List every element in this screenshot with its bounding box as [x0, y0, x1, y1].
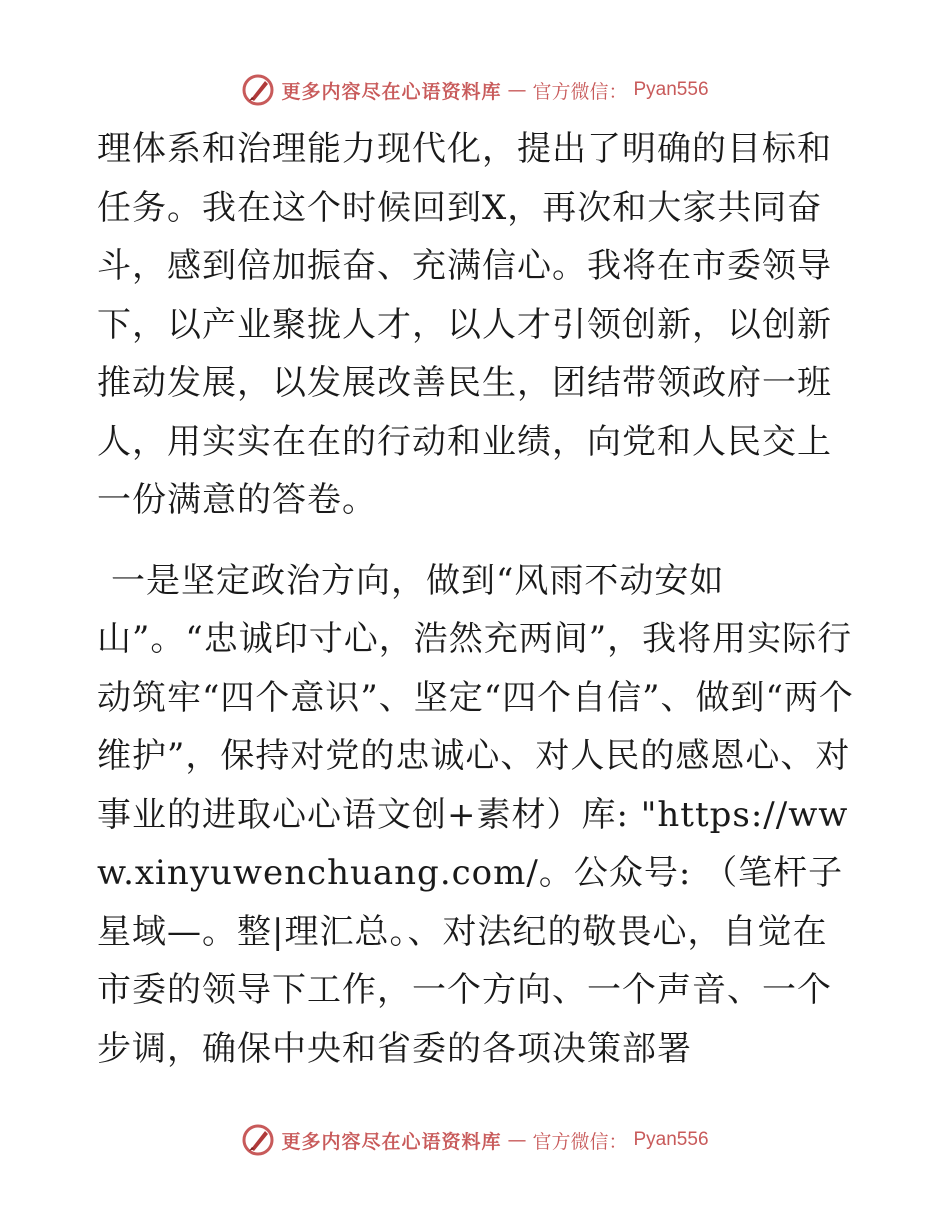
watermark-separator: —: [507, 1129, 527, 1151]
watermark-text: 更多内容尽在心语资料库: [281, 80, 502, 103]
paragraph: 理体系和治理能力现代化，提出了明确的目标和任务。我在这个时候回到X，再次和大家共同奋斗，感到倍加振奋、充满信心。我将在市委领导下，以产业聚拢人才，以人才引领创新，以创新推动发展，以发展改善民生，团结带领政府一班人，用实实在在的行动和业绩，向党和人民交上一份满意的答卷。: [97, 129, 832, 520]
watermark-label: 官方微信：: [532, 80, 628, 103]
footer-watermark: [0, 1120, 950, 1160]
header-watermark: [0, 70, 950, 110]
paragraph: 一是坚定政治方向，做到“风雨不动安如山”。“忠诚印寸心，浩然充两间”，我将用实际行动筑牢“四个意识”、坚定“四个自信”、做到“两个维护”，保持对党的忠诚心、对人民的感恩心、对事业的进取心心语文创+素材）库: "https://www.xinyuwenchuang.com/。公众号: （笔杆子星域—。整|理汇总。、对法纪的敬畏心，自觉在市委的领导下工作，一个方向、一个声音、一个步调，确保中央和省委的各项决策部署: [97, 560, 854, 1069]
quill-pen-logo-icon: [241, 73, 275, 107]
quill-pen-logo-icon: [241, 1123, 275, 1157]
watermark-wechat-id: Pyan556: [633, 1129, 709, 1150]
watermark-wechat-id: Pyan556: [633, 79, 709, 100]
watermark-separator: —: [507, 79, 527, 101]
watermark-label: 官方微信：: [532, 1130, 628, 1153]
document-body: [97, 120, 857, 1078]
watermark-text: 更多内容尽在心语资料库: [281, 1130, 502, 1153]
